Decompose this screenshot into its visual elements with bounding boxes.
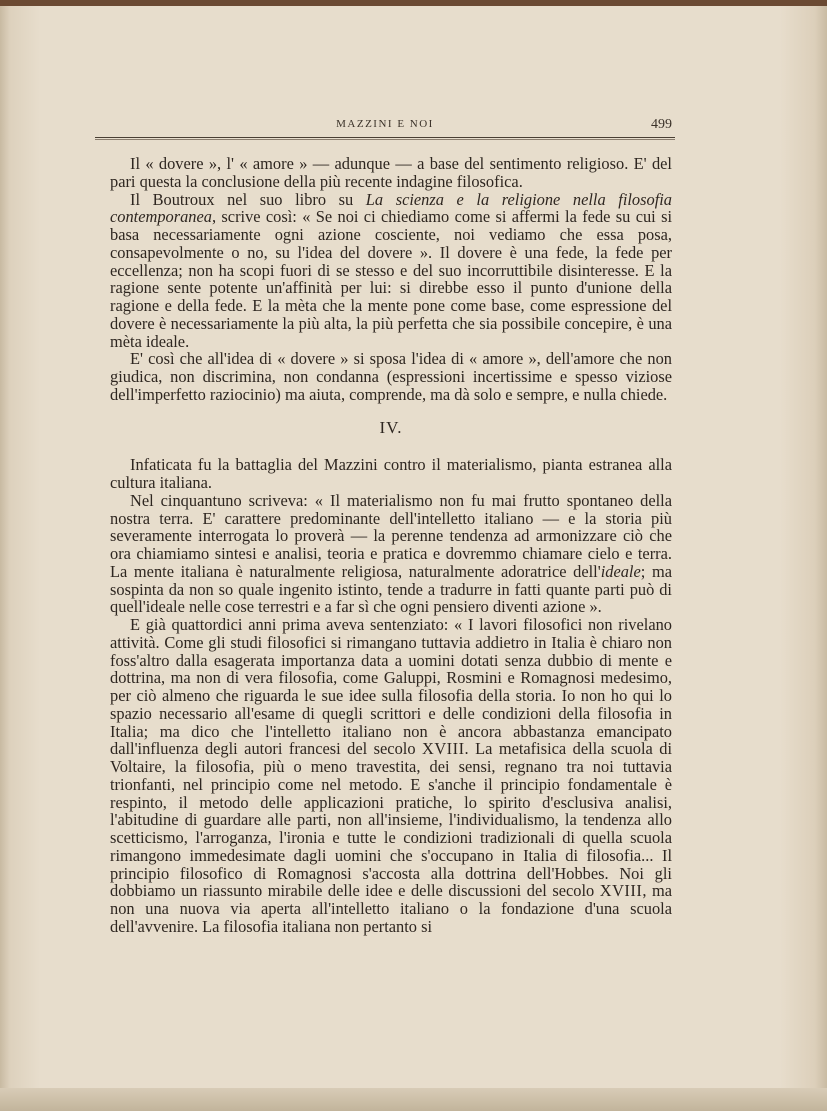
body-text — [110, 155, 672, 936]
section-heading: IV. — [379, 417, 403, 437]
roman-numeral: XVIII — [421, 739, 465, 759]
italic-word: ideale — [600, 561, 641, 581]
roman-numeral: XVIII — [599, 881, 643, 901]
book-title: La scienza e la religione nella filosofia contemporanea — [110, 189, 672, 227]
running-head: MAZZINI E NOI — [336, 118, 434, 130]
paragraph: Il Boutroux nel suo libro su La scienza e la religione nella filosofia contemporanea, scrive così: « Se noi ci chiediamo come si affermi la fede su cui si basa necessariamente ogni azione cosciente, noi vediamo che essa posa, consapevolmente o no, su l'idea del dovere ». Il dovere è una fede, la fede per eccellenza; non ha scopi fuori di se stesso e del suo incorruttibile disinteresse. E la ragione sente potente un'affinità per lui: si direbbe esso il punto d'unione della ragione e della fede. E la mèta che la mente pone come base, come espressione del dovere è necessariamente la più alta, la più perfetta che sia possibile concepire, è una mèta ideale. — [110, 189, 672, 351]
paragraph: E già quattordici anni prima aveva sentenziato: « I lavori filosofici non rivelano attività. Come gli studi filosofici si rimangano tuttavia addietro in Italia è chiaro non foss'altro dalla esagerata importanza data a uomini dotati senza dubbio di mente e dottrina, ma non di vera filosofia, come Galuppi, Rosmini e Romagnosi medesimo, per ciò almeno che riguarda le sue idee sulla filosofia della storia. Io non ho qui lo spazio necessario all'esame di quegli scrittori e delle condizioni della filosofia in Italia; ma dico che l'intelletto italiano non è ancora abbastanza emancipato dall'influenza degli autori francesi del secolo XVIII. La metafisica della scuola di Voltaire, la filosofia, più o meno travestita, dei sensi, regnano tra noi tuttavia trionfanti, nel principio come nel metodo. E s'anche il principio fondamentale è respinto, il metodo delle applicazioni pratiche, lo spirito d'esclusiva analisi, l'abitudine di guardare alle parti, non all'insieme, l'individualismo, la tendenza allo scetticismo, l'arroganza, l'ironia e tutte le condizioni tradizionali di quella scuola rimangono immedesimate dagli uomini che s'occupano in Italia di filosofia... Il principio filosofico di Romagnosi s'accosta alla dottrina dell'Hobbes. Noi gli dobbiamo un riassunto mirabile delle idee e delle discussioni del secolo XVIII, ma non una nuova via aperta all'intelletto italiano o la fondazione d'una scuola dell'avvenire. La filosofia italiana non pertanto si — [110, 615, 672, 936]
header-rule — [95, 137, 675, 140]
paragraph: Infaticata fu la battaglia del Mazzini contro il materialismo, pianta estranea alla cultura italiana. — [110, 455, 672, 492]
paragraph: Il « dovere », l' « amore » — adunque — a base del sentimento religioso. E' del pari questa la conclusione della più recente indagine filosofica. — [110, 154, 672, 191]
paragraph: Nel cinquantuno scriveva: « Il materialismo non fu mai frutto spontaneo della nostra terra. E' carattere predominante dell'intelletto italiano — e la storia più severamente interrogata lo proverà — la perenne tendenza ad armonizzare ciò che ora chiamiamo sintesi e analisi, teoria e pratica e dovremmo chiamare cielo e terra. La mente italiana è naturalmente religiosa, naturalmente adoratrice dell'ideale; ma sospinta da non so quale ingenito istinto, tende a tradurre in fatti quante parti può di quell'ideale nelle cose terrestri e a far sì che ogni pensiero diventi azione ». — [110, 490, 672, 617]
page-number: 499 — [651, 117, 672, 132]
paragraph: E' così che all'idea di « dovere » si sposa l'idea di « amore », dell'amore che non giudica, non discrimina, non condanna (espressioni incertissime e spesso viziose dell'imperfetto raziocinio) ma aiuta, comprende, ma dà solo e sempre, e nulla chiede. — [110, 349, 672, 404]
